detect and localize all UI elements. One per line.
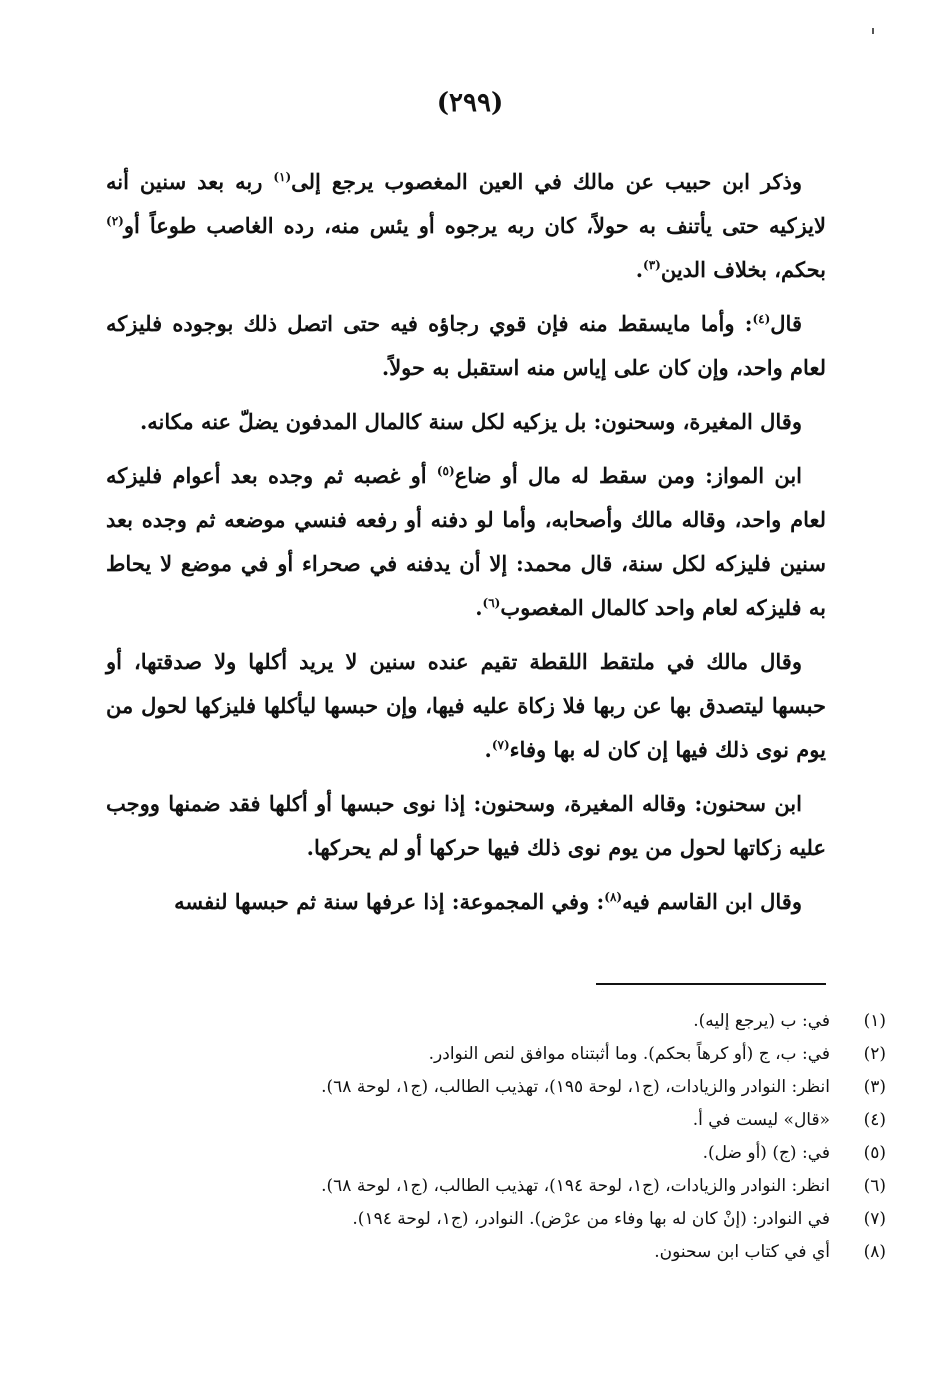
footnotes-list: [106, 1005, 886, 1269]
footnote-item: [106, 1170, 886, 1203]
text-run: وقال مالك في ملتقط اللقطة تقيم عنده سنين لا يريد أكلها ولا صدقتها، أو حبسها ليتصدق بها عن ربها فلا زكاة عليه فيها، وإن حبسها ليأكلها فليزكها لحول من يوم نوى ذلك فيها إن كان له بها وفاء: [106, 649, 826, 762]
footnote-number: (٧): [863, 1209, 886, 1229]
footnote-reference: (٨): [604, 890, 623, 904]
footnote-text: في: ب (يرجع إليه).: [693, 1011, 830, 1031]
text-run: أو غصبه ثم وجده بعد أعوام فليزكه لعام واحد، وقاله مالك وأصحابه، وأما لو دفنه أو رفعه فنسي موضعه ثم وجده بعد سنين فليزكه لكل سنة، قال محمد: إلا أن يدفنه في صحراء أو في موضع لا يحاط به فليزكه لعام واحد كالمال المغصوب: [106, 463, 826, 620]
footnote-item: [106, 1005, 886, 1038]
footnote-reference: (٣): [643, 258, 661, 272]
text-run: : وفي المجموعة: إذا عرفها سنة ثم حبسها لنفسه: [174, 889, 605, 914]
footnote-text: في: ب، ج (أو كرهاً بحكم). وما أثبتناه موافق لنص النوادر.: [428, 1044, 830, 1064]
footnote-reference: (٧): [491, 738, 510, 752]
text-run: قال: [770, 311, 802, 336]
text-run: .: [635, 257, 643, 282]
footnote-text: انظر: النوادر والزيادات، (ج١، لوحة ١٩٤)، تهذيب الطالب، (ج١، لوحة ٦٨).: [321, 1176, 830, 1196]
footnote-number: (٣): [863, 1077, 886, 1097]
text-run: وذكر ابن حبيب عن مالك في العين المغصوب يرجع إلى: [291, 169, 803, 194]
footnote-reference: (٢): [106, 214, 124, 228]
footnote-reference: (١): [273, 170, 292, 184]
page-number: (٢٩٩): [436, 88, 504, 118]
paragraph: [106, 880, 826, 924]
footnote-item: [106, 1137, 886, 1170]
text-run: بحكم، بخلاف الدين: [660, 257, 826, 282]
margin-mark: [872, 28, 874, 34]
paragraph: [106, 400, 826, 444]
footnote-reference: (٦): [482, 596, 501, 610]
footnote-text: أي في كتاب ابن سحنون.: [654, 1242, 830, 1262]
paragraph: [106, 160, 826, 292]
footnote-item: [106, 1104, 886, 1137]
main-text: [106, 160, 826, 934]
footnote-number: (٥): [863, 1143, 886, 1163]
footnote-text: انظر: النوادر والزيادات، (ج١، لوحة ١٩٥)، تهذيب الطالب، (ج١، لوحة ٦٨).: [321, 1077, 830, 1097]
text-run: ابن سحنون: وقاله المغيرة، وسحنون: إذا نوى حبسها أو أكلها فقد ضمنها ووجب عليه زكاتها لحول من يوم نوى ذلك فيها حركها أو لم يحركها.: [106, 791, 826, 860]
paragraph: [106, 782, 826, 870]
text-run: وقال المغيرة، وسحنون: بل يزكيه لكل سنة كالمال المدفون يضلّ عنه مكانه.: [139, 409, 802, 434]
paragraph: [106, 302, 826, 390]
text-run: .: [484, 737, 492, 762]
footnote-reference: (٥): [436, 464, 455, 478]
text-run: ربه بعد سنين أنه لايزكيه حتى يأتنف به حولاً، كان ربه يرجوه أو يئس منه، رده الغاصب طوعاً أو: [106, 169, 826, 238]
footnote-text: في: (ج) (أو ضل).: [702, 1143, 830, 1163]
footnote-item: [106, 1071, 886, 1104]
footnote-item: [106, 1038, 886, 1071]
footnote-number: (٨): [863, 1242, 886, 1262]
footnote-text: في النوادر: (إنْ كان له بها وفاء من عرْض). النوادر، (ج١، لوحة ١٩٤).: [352, 1209, 830, 1229]
text-run: : وأما مايسقط منه فإن قوي رجاؤه فيه حتى اتصل ذلك بوجوده فليزكه لعام واحد، وإن كان على إياس منه استقبل به حولاً.: [106, 311, 826, 380]
footnote-number: (٢): [863, 1044, 886, 1064]
footnote-item: [106, 1203, 886, 1236]
footnote-divider: [596, 983, 826, 985]
footnote-reference: (٤): [752, 312, 771, 326]
footnote-number: (١): [863, 1011, 886, 1031]
footnote-text: «قال» ليست في أ.: [692, 1110, 830, 1130]
footnote-number: (٤): [863, 1110, 886, 1130]
footnote-number: (٦): [863, 1176, 886, 1196]
text-run: ابن المواز: ومن سقط له مال أو ضاع: [454, 463, 802, 488]
footnote-item: [106, 1236, 886, 1269]
paragraph: [106, 640, 826, 772]
text-run: .: [475, 595, 483, 620]
paragraph: [106, 454, 826, 630]
text-run: وقال ابن القاسم فيه: [622, 889, 802, 914]
